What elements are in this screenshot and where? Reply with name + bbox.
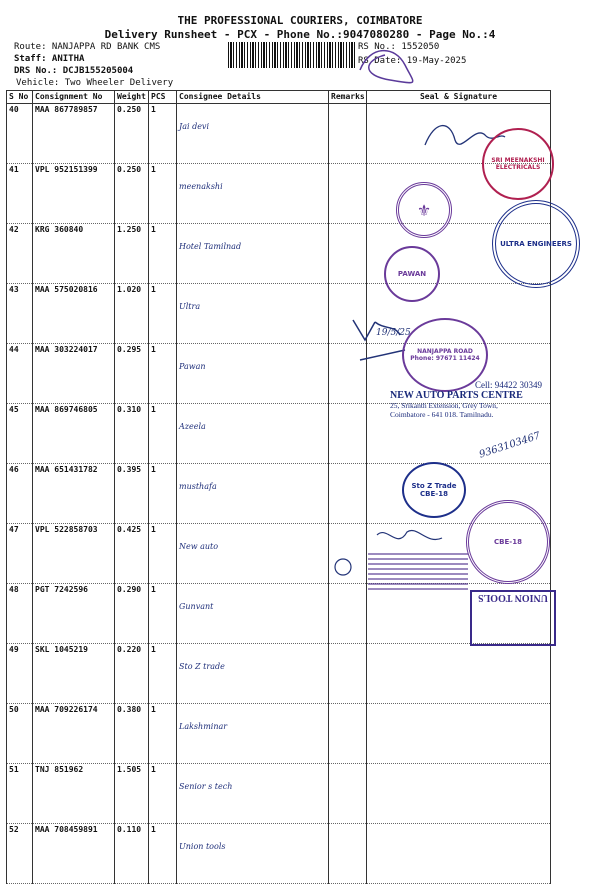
col-consignment: Consignment No: [33, 91, 115, 104]
rs-no: RS No.: 1552050: [358, 42, 440, 52]
stamp-union-text: UNION TOOLS: [478, 592, 548, 603]
cell-consignee: Pawan: [177, 344, 329, 404]
cell-weight: 0.250: [115, 104, 149, 164]
cell-sno: 48: [7, 584, 33, 644]
cell-sno: 40: [7, 104, 33, 164]
cell-sno: 41: [7, 164, 33, 224]
new-auto-name: NEW AUTO PARTS CENTRE: [390, 390, 523, 401]
table-row: [7, 584, 551, 644]
runsheet-subtitle: Delivery Runsheet - PCX - Phone No.:9047080280 - Page No.:4: [104, 28, 496, 41]
col-seal: Seal & Signature: [367, 91, 551, 104]
new-auto-cell: Cell: 94422 30349: [475, 380, 542, 390]
cell-consignment: KRG 360840: [33, 224, 115, 284]
cell-remarks: [329, 404, 367, 464]
cell-weight: 1.505: [115, 764, 149, 824]
cell-consignee: Union tools: [177, 824, 329, 884]
cell-consignee: New auto: [177, 524, 329, 584]
cell-consignment: VPL 952151399: [33, 164, 115, 224]
cell-remarks: [329, 164, 367, 224]
cell-weight: 0.220: [115, 644, 149, 704]
stamp-ultra-engineers: [492, 200, 580, 288]
cell-consignee: Jai devi: [177, 104, 329, 164]
table-row: [7, 764, 551, 824]
table-row: [7, 224, 551, 284]
cell-pcs: 1: [149, 464, 177, 524]
cell-consignee: Ultra: [177, 284, 329, 344]
col-pcs: PCS: [149, 91, 177, 104]
new-auto-addr1: 25, Srikanth Extension, Grey Town,: [390, 401, 498, 410]
cell-remarks: [329, 644, 367, 704]
cell-pcs: 1: [149, 584, 177, 644]
cell-pcs: 1: [149, 104, 177, 164]
cell-remarks: [329, 704, 367, 764]
cell-weight: 0.290: [115, 584, 149, 644]
vehicle-label: Vehicle: Two Wheeler Delivery: [16, 78, 174, 88]
cell-weight: 0.425: [115, 524, 149, 584]
stamp-cbe18-text: CBE-18: [420, 490, 448, 498]
cell-sno: 51: [7, 764, 33, 824]
cell-consignee: meenakshi: [177, 164, 329, 224]
rs-signature-scribble: [350, 40, 430, 90]
stamp-meenakshi: [482, 128, 554, 200]
cell-consignee: Sto Z trade: [177, 644, 329, 704]
staff-label: Staff: ANITHA: [14, 54, 85, 64]
stamp-pawan: [384, 246, 440, 302]
cell-weight: 0.380: [115, 704, 149, 764]
cell-sno: 44: [7, 344, 33, 404]
cell-consignment: MAA 869746805: [33, 404, 115, 464]
cell-weight: 0.395: [115, 464, 149, 524]
cell-consignment: MAA 575020816: [33, 284, 115, 344]
table-row: [7, 704, 551, 764]
cell-sno: 43: [7, 284, 33, 344]
cell-weight: 0.110: [115, 824, 149, 884]
cell-consignee: Gunvant: [177, 584, 329, 644]
row51-circle-mark: [328, 552, 358, 582]
cell-consignee: musthafa: [177, 464, 329, 524]
cell-pcs: 1: [149, 284, 177, 344]
cell-remarks: [329, 584, 367, 644]
cell-pcs: 1: [149, 824, 177, 884]
cell-consignment: MAA 303224017: [33, 344, 115, 404]
cell-sno: 52: [7, 824, 33, 884]
rs-date: RS Date: 19-May-2025: [358, 56, 467, 66]
cell-consignment: MAA 867789857: [33, 104, 115, 164]
stamp-senior-tech-smudge: [368, 552, 468, 590]
cell-pcs: 1: [149, 164, 177, 224]
stamp-sto-z-trade: [402, 462, 466, 518]
stamp-pawan-text: PAWAN: [397, 270, 427, 278]
cell-consignment: PGT 7242596: [33, 584, 115, 644]
stamp-union-tools: [470, 590, 556, 646]
cell-sno: 50: [7, 704, 33, 764]
cell-remarks: [329, 464, 367, 524]
cell-weight: 1.250: [115, 224, 149, 284]
cell-pcs: 1: [149, 524, 177, 584]
cell-sno: 47: [7, 524, 33, 584]
cell-weight: 1.020: [115, 284, 149, 344]
cell-pcs: 1: [149, 644, 177, 704]
cell-seal: [367, 824, 551, 884]
cell-remarks: [329, 764, 367, 824]
stamp-lakshmi-narasimha: [466, 500, 550, 584]
stamp-ultra-text: ULTRA ENGINEERS: [500, 240, 572, 248]
col-remarks: Remarks: [329, 91, 367, 104]
runsheet-table: [6, 90, 551, 884]
cell-consignee: Hotel Tamilnad: [177, 224, 329, 284]
cell-consignee: Senior s tech: [177, 764, 329, 824]
cell-seal: [367, 644, 551, 704]
stamp-lakshmi-cbe-text: CBE-18: [494, 538, 522, 546]
cell-consignment: VPL 522858703: [33, 524, 115, 584]
cell-sno: 46: [7, 464, 33, 524]
cell-remarks: [329, 104, 367, 164]
stamp-phone-text: Phone: 97671 11424: [410, 355, 480, 362]
table-row: [7, 824, 551, 884]
cell-sno: 42: [7, 224, 33, 284]
cell-seal: [367, 704, 551, 764]
cell-remarks: [329, 824, 367, 884]
cell-consignee: Lakshminar: [177, 704, 329, 764]
cell-pcs: 1: [149, 224, 177, 284]
stamp-meenakshi-text: SRI MEENAKSHI ELECTRICALS: [491, 157, 545, 171]
drs-label: DRS No.: DCJB155205004: [14, 66, 134, 76]
signature-date: 19/5/25: [376, 328, 411, 338]
col-weight: Weight: [115, 91, 149, 104]
col-consignee: Consignee Details: [177, 91, 329, 104]
stamp-nanjappa-text: NANJAPPA ROAD: [417, 348, 473, 355]
signature-phone-number: 9363103467: [477, 430, 542, 461]
cell-seal: [367, 764, 551, 824]
company-title: THE PROFESSIONAL COURIERS, COIMBATORE: [177, 14, 423, 27]
cell-consignment: MAA 651431782: [33, 464, 115, 524]
table-row: [7, 164, 551, 224]
cell-pcs: 1: [149, 404, 177, 464]
cell-consignment: TNJ 851962: [33, 764, 115, 824]
cell-weight: 0.250: [115, 164, 149, 224]
cell-consignment: MAA 709226174: [33, 704, 115, 764]
new-auto-addr2: Coimbatore - 641 018. Tamilnadu.: [390, 410, 494, 419]
cell-weight: 0.310: [115, 404, 149, 464]
barcode: [228, 42, 356, 68]
cell-consignee: Azeela: [177, 404, 329, 464]
cell-weight: 0.295: [115, 344, 149, 404]
table-header-row: [7, 91, 551, 104]
table-row: [7, 644, 551, 704]
cell-pcs: 1: [149, 704, 177, 764]
seal-emblem-stamp: ⚜: [396, 182, 452, 238]
cell-consignment: SKL 1045219: [33, 644, 115, 704]
cell-sno: 49: [7, 644, 33, 704]
route-label: Route: NANJAPPA RD BANK CMS: [14, 42, 161, 52]
table-row: [7, 464, 551, 524]
cell-pcs: 1: [149, 344, 177, 404]
cell-consignment: MAA 708459891: [33, 824, 115, 884]
col-sno: S No: [7, 91, 33, 104]
stamp-sto-z-text: Sto Z Trade: [411, 482, 457, 490]
stamp-new-auto-parts: [390, 380, 560, 419]
cell-sno: 45: [7, 404, 33, 464]
cell-remarks: [329, 224, 367, 284]
cell-pcs: 1: [149, 764, 177, 824]
